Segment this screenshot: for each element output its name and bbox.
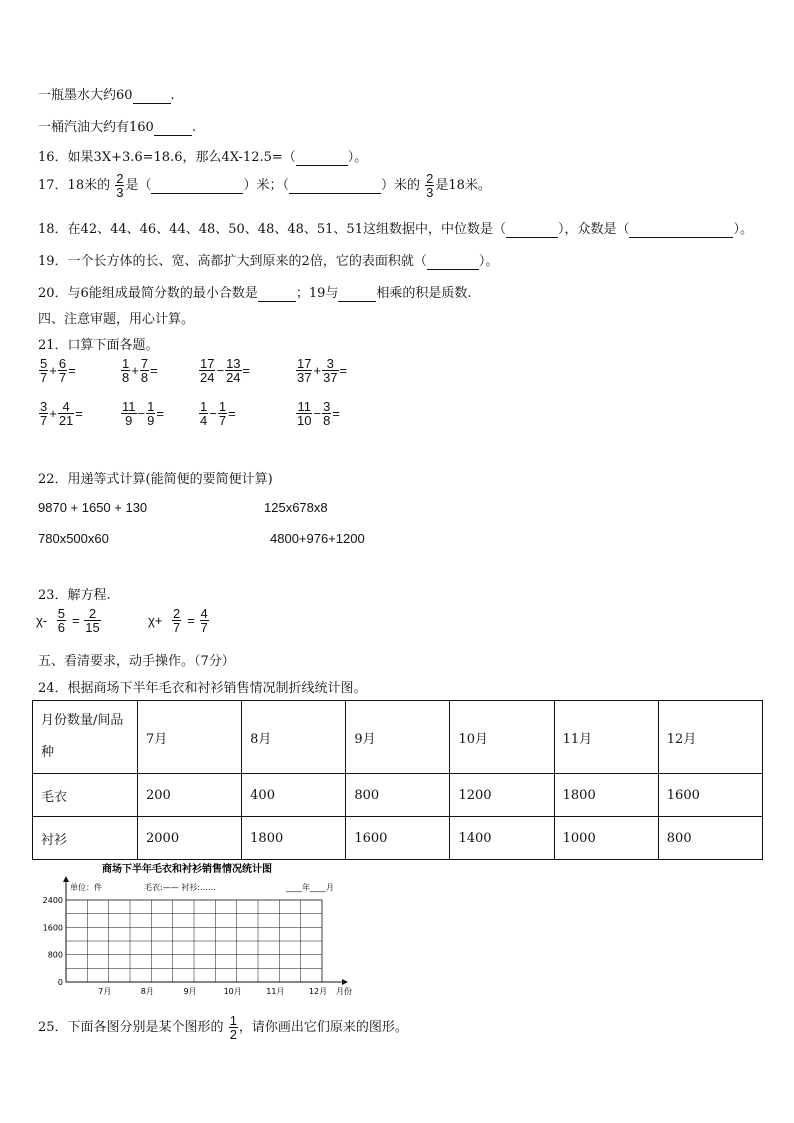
answer-blank[interactable] xyxy=(154,120,192,136)
question-19: 19．一个长方体的长、宽、高都扩大到原来的2倍，它的表面积就（ ）。 xyxy=(38,254,499,269)
x-axis-arrow xyxy=(342,979,348,985)
question-23-title: 23．解方程. xyxy=(38,588,111,603)
blank-line-chart xyxy=(32,858,362,1003)
mental-math-item: $\frac{11}{9}$ − $\frac{1}{9}$ = xyxy=(122,399,164,428)
chart-date: ____年____月 xyxy=(286,883,334,892)
calc-expression: 125x678x8 xyxy=(264,500,328,515)
mental-math-item: $\frac{5}{7}$ + $\frac{6}{7}$ = xyxy=(40,356,76,385)
x-tick-label: 12月 xyxy=(308,987,328,996)
answer-blank[interactable] xyxy=(427,254,479,270)
chart-y-ticks xyxy=(43,896,63,987)
mental-math-item: $\frac{17}{24}$ − $\frac{13}{24}$ = xyxy=(200,356,251,385)
chart-grid xyxy=(66,900,322,982)
x-tick-label: 8月 xyxy=(140,987,154,996)
calc-expression: 9870 + 1650 + 130 xyxy=(38,500,148,515)
table-cell: 1600 xyxy=(658,774,762,817)
equation-2: χ+ $\frac{2}{7}$ = $\frac{4}{7}$ xyxy=(148,606,208,635)
table-cell: 800 xyxy=(346,774,450,817)
y-axis-arrow xyxy=(63,876,69,882)
table-cell: 7月 xyxy=(138,701,242,774)
section-4-heading: 四、注意审题，用心计算。 xyxy=(38,312,195,327)
y-tick-label: 1600 xyxy=(42,923,63,933)
answer-blank[interactable] xyxy=(133,88,171,104)
question-24-title: 24．根据商场下半年毛衣和衬衫销售情况制折线统计图。 xyxy=(38,681,367,696)
table-cell: 1800 xyxy=(554,774,658,817)
table-cell: 2000 xyxy=(138,817,242,860)
y-tick-label: 0 xyxy=(57,978,63,987)
answer-blank[interactable] xyxy=(296,150,348,166)
answer-blank[interactable] xyxy=(289,178,381,194)
fraction: $\frac{2}{3}$ xyxy=(116,171,124,200)
question-22-title: 22．用递等式计算(能简便的要简便计算) xyxy=(38,472,273,487)
table-cell: 衬衫 xyxy=(33,817,138,860)
x-axis-unit: 月份 xyxy=(336,987,352,996)
x-tick-label: 11月 xyxy=(266,987,285,996)
table-cell: 200 xyxy=(138,774,242,817)
calc-expression: 780x500x60 xyxy=(38,531,109,546)
mental-math-item: $\frac{17}{37}$ + $\frac{3}{37}$ = xyxy=(297,356,348,385)
question-21-title: 21．口算下面各题。 xyxy=(38,338,159,353)
chart-title: 商场下半年毛衣和衬衫销售情况统计图 xyxy=(102,864,272,875)
question-20: 20．与6能组成最简分数的最小合数是 ；19与 相乘的积是质数. xyxy=(38,286,472,301)
question-oil: 一桶汽油大约有160 . xyxy=(38,120,196,135)
table-cell: 1800 xyxy=(242,817,346,860)
section-5-heading: 五、看清要求，动手操作。（7分） xyxy=(38,654,235,669)
x-tick-label: 7月 xyxy=(98,987,112,996)
answer-blank[interactable] xyxy=(506,222,558,238)
table-cell: 11月 xyxy=(554,701,658,774)
table-cell: 1000 xyxy=(554,817,658,860)
fraction: $\frac{1}{2}$ xyxy=(229,1013,237,1042)
chart-legend: 毛衣:—— 衬衫:…… xyxy=(144,883,216,892)
table-cell: 9月 xyxy=(346,701,450,774)
question-16: 16．如果3X+3.6=18.6，那么4X-12.5=（ ）。 xyxy=(38,150,368,165)
answer-blank[interactable] xyxy=(338,286,376,302)
x-tick-label: 10月 xyxy=(223,987,242,996)
table-cell: 10月 xyxy=(450,701,554,774)
table-row xyxy=(33,817,763,860)
fraction: $\frac{2}{3}$ xyxy=(426,171,434,200)
table-row xyxy=(33,774,763,817)
mental-math-item: $\frac{3}{7}$ + $\frac{4}{21}$ = xyxy=(40,399,83,428)
y-tick-label: 2400 xyxy=(42,896,63,905)
mental-math-item: $\frac{1}{4}$ − $\frac{1}{7}$ = xyxy=(200,399,236,428)
x-tick-label: 9月 xyxy=(183,987,197,996)
question-25: 25．下面各图分别是某个图形的 $\frac{1}{2}$ ，请你画出它们原来的图形。 xyxy=(38,1013,408,1042)
table-cell: 8月 xyxy=(242,701,346,774)
answer-blank[interactable] xyxy=(258,286,296,302)
answer-blank[interactable] xyxy=(151,178,243,194)
question-18: 18．在42、44、46、44、48、50、48、48、51、51这组数据中，中位数是（ ），众数是（ ）。 xyxy=(38,222,753,237)
answer-blank[interactable] xyxy=(629,222,733,238)
equation-1: χ- $\frac{5}{6}$ = $\frac{2}{15}$ xyxy=(36,606,100,635)
table-cell: 12月 xyxy=(658,701,762,774)
question-ink: 一瓶墨水大约60 . xyxy=(38,88,175,103)
table-cell: 1600 xyxy=(346,817,450,860)
y-tick-label: 800 xyxy=(47,950,63,960)
table-cell: 1200 xyxy=(450,774,554,817)
chart-x-ticks xyxy=(98,986,352,996)
chart-unit: 单位：件 xyxy=(70,883,102,892)
calc-expression: 4800+976+1200 xyxy=(270,531,365,546)
table-cell: 毛衣 xyxy=(33,774,138,817)
mental-math-item: $\frac{11}{10}$ − $\frac{3}{8}$ = xyxy=(297,399,340,428)
table-header-corner: 月份数量/间品 种 xyxy=(33,701,138,774)
table-cell: 400 xyxy=(242,774,346,817)
table-cell: 1400 xyxy=(450,817,554,860)
mental-math-item: $\frac{1}{8}$ + $\frac{7}{8}$ = xyxy=(122,356,158,385)
question-17: 17．18米的 $\frac{2}{3}$ 是（ ）米；（ ）米的 $\frac{2}{3}$ 是18米。 xyxy=(38,171,491,200)
sales-table xyxy=(32,700,763,860)
table-header-row xyxy=(33,701,763,774)
table-cell: 800 xyxy=(658,817,762,860)
